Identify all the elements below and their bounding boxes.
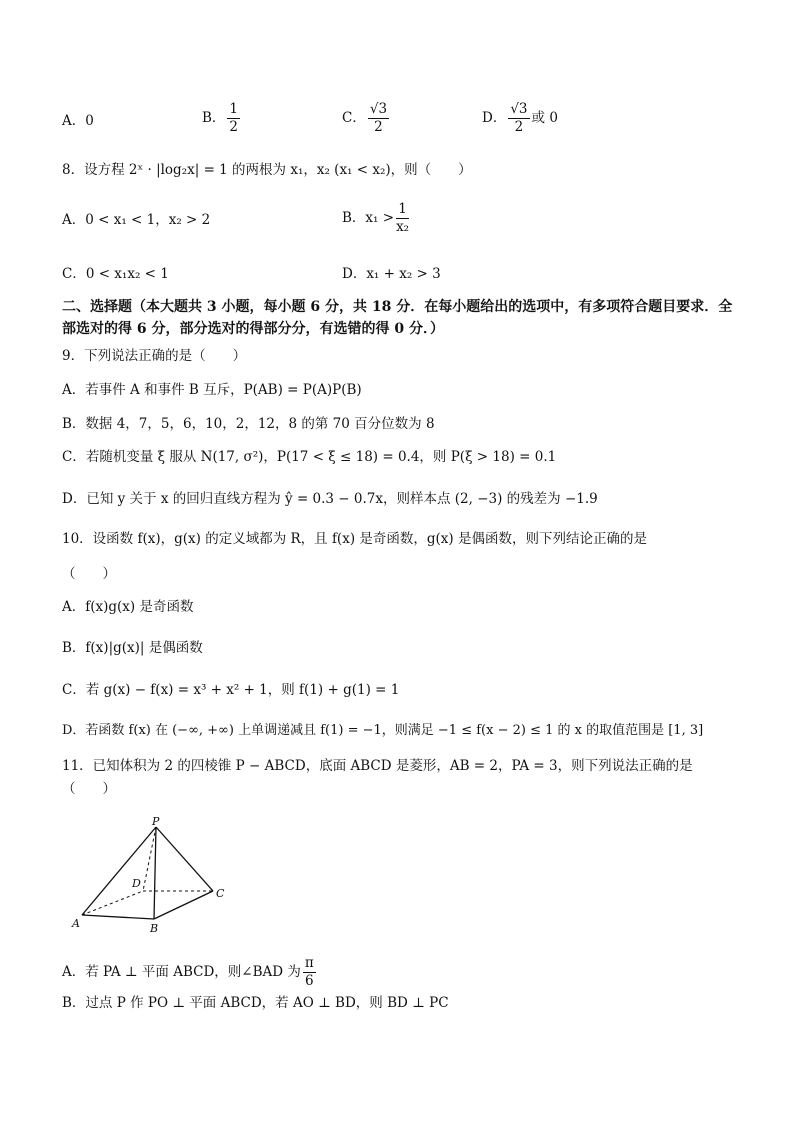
fraction-numerator: √3 <box>510 101 528 117</box>
q10-stem: 10．设函数 f(x)，g(x) 的定义域都为 R，且 f(x) 是奇函数，g(x) 是偶函数，则下列结论正确的是 <box>62 531 647 547</box>
fraction-denominator: 2 <box>374 119 383 135</box>
q8-option-d: D．x₁ + x₂ > 3 <box>342 266 441 282</box>
fraction-numerator: 1 <box>398 201 407 217</box>
fraction-denominator: 6 <box>305 973 314 989</box>
q11-option-a <box>62 955 318 990</box>
q8-option-b-label: B．x₁ > <box>342 210 395 226</box>
q9-option-b: B．数据 4，7，5，6，10，2，12，8 的第 70 百分位数为 8 <box>62 416 435 432</box>
q9-option-a: A．若事件 A 和事件 B 互斥，P(AB) = P(A)P(B) <box>62 382 362 398</box>
fraction-numerator: 1 <box>229 101 239 117</box>
q11-option-b: B．过点 P 作 PO ⊥ 平面 ABCD，若 AO ⊥ BD，则 BD ⊥ PC <box>62 995 449 1011</box>
vertex-label-p: P <box>152 815 160 828</box>
q7-option-d-label: D． <box>482 110 507 126</box>
q10-paren: （ ） <box>62 566 116 582</box>
q9-stem: 9．下列说法正确的是（ ） <box>62 348 247 364</box>
q7-option-c <box>342 101 391 136</box>
q8-option-c: C．0 < x₁x₂ < 1 <box>62 266 169 282</box>
q7-option-b-fraction <box>227 101 240 136</box>
q11-stem: 11．已知体积为 2 的四棱锥 P − ABCD，底面 ABCD 是菱形，AB = 2，PA = 3，则下列说法正确的是 <box>62 758 693 774</box>
edge-ab <box>82 915 154 919</box>
vertex-label-b: B <box>150 922 159 935</box>
q8-option-b-fraction <box>396 201 409 236</box>
q8-option-b <box>342 201 411 236</box>
q7-option-d-suffix: 或 0 <box>531 110 558 126</box>
edge-pc <box>156 827 213 891</box>
vertex-label-d: D <box>132 877 141 890</box>
q11-paren: （ ） <box>62 781 116 797</box>
vertex-label-a: A <box>72 917 80 930</box>
section-2-heading: 二、选择题（本大题共 3 小题，每小题 6 分，共 18 分．在每小题给出的选项中，有多项符合题目要求．全部选对的得 6 分，部分选对的得部分分，有选错的得 0 分．） <box>62 299 733 337</box>
edge-pa <box>82 827 156 915</box>
fraction-denominator: 2 <box>229 119 239 135</box>
vertex-label-c: C <box>216 887 225 900</box>
pyramid-figure <box>70 815 240 935</box>
edge-pd <box>143 827 156 891</box>
q7-option-c-label: C． <box>342 110 366 126</box>
q7-option-d-fraction <box>508 101 529 136</box>
fraction-numerator: π <box>304 955 314 971</box>
fraction-numerator: √3 <box>369 101 388 117</box>
q8-option-a: A．0 < x₁ < 1，x₂ > 2 <box>62 212 211 228</box>
q7-option-b <box>202 101 242 136</box>
q10-option-d: D．若函数 f(x) 在 (−∞, +∞) 上单调递减且 f(1) = −1，则满足 −1 ≤ f(x − 2) ≤ 1 的 x 的取值范围是 [1, 3] <box>62 723 704 738</box>
q10-option-b: B．f(x)|g(x)| 是偶函数 <box>62 640 203 656</box>
q11-option-a-label: A．若 PA ⊥ 平面 ABCD，则∠BAD 为 <box>62 964 301 980</box>
edge-ad <box>82 891 143 915</box>
q7-option-a: A．0 <box>62 113 94 129</box>
q7-option-b-label: B． <box>202 110 226 126</box>
edge-pb <box>154 827 156 919</box>
q10-option-a: A．f(x)g(x) 是奇函数 <box>62 599 194 615</box>
q7-option-d <box>482 101 558 136</box>
edge-bc <box>154 891 213 919</box>
q9-option-c: C．若随机变量 ξ 服从 N(17, σ²)，P(17 < ξ ≤ 18) = 0.4，则 P(ξ > 18) = 0.1 <box>62 449 557 465</box>
q9-option-d: D．已知 y 关于 x 的回归直线方程为 ŷ = 0.3 − 0.7x，则样本点 (2, −3) 的残差为 −1.9 <box>62 491 598 507</box>
fraction-denominator: 2 <box>514 119 524 135</box>
q7-option-c-fraction <box>368 101 389 136</box>
q11-option-a-fraction <box>303 955 316 990</box>
q8-stem: 8．设方程 2ˣ · |log₂x| = 1 的两根为 x₁，x₂ (x₁ < x₂)，则（ ） <box>62 162 472 178</box>
q10-option-c: C．若 g(x) − f(x) = x³ + x² + 1，则 f(1) + g(1) = 1 <box>62 682 400 698</box>
fraction-denominator: x₂ <box>396 219 410 235</box>
